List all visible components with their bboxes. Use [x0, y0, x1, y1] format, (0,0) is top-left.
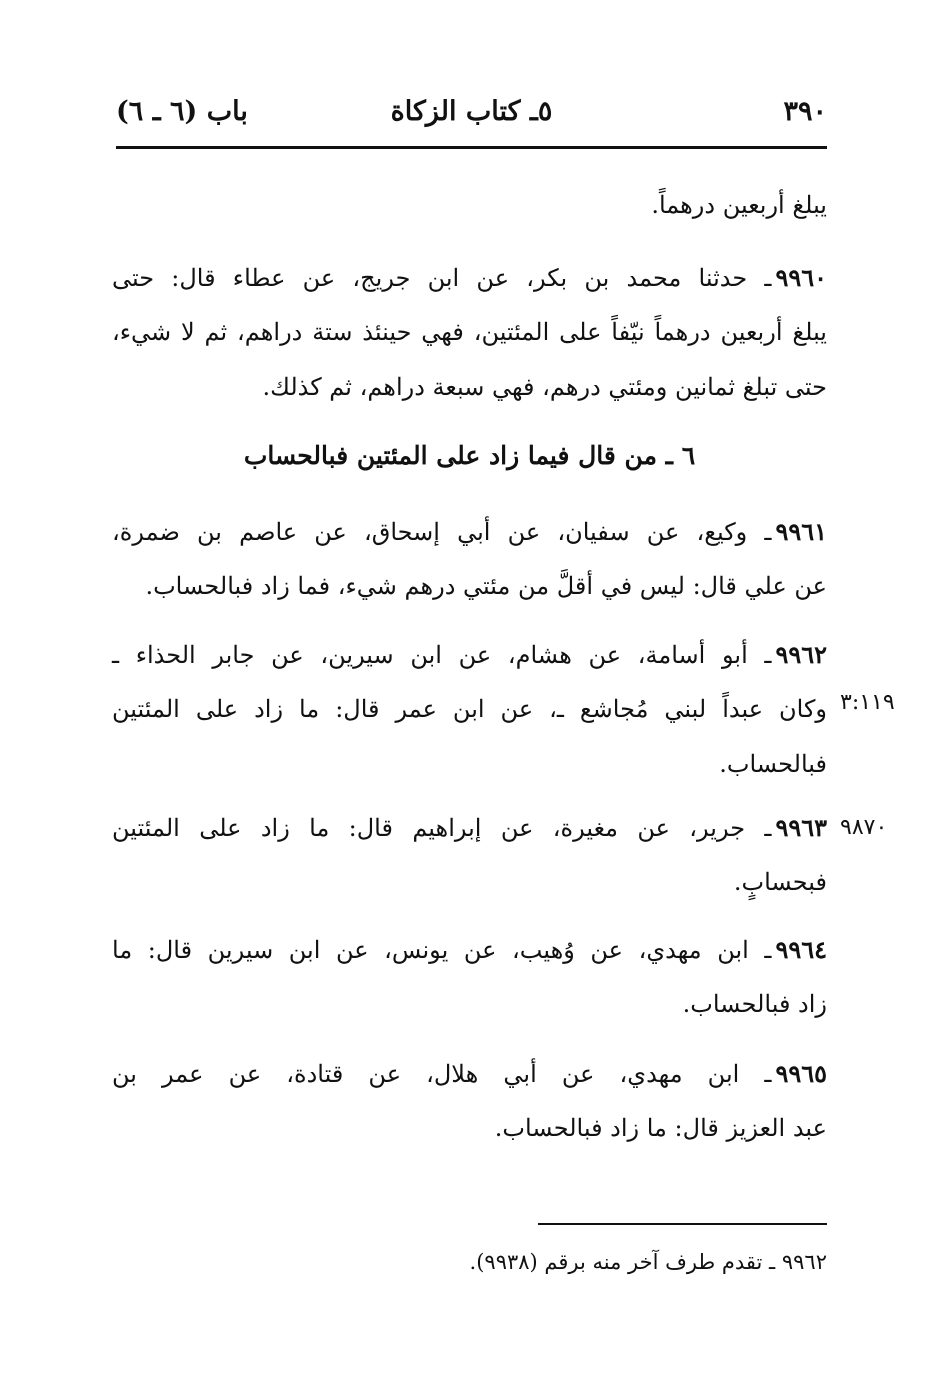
page-header — [116, 96, 827, 140]
text-line: فبحسابٍ. — [733, 868, 827, 896]
line-text: ـ ابن مهدي، عن وُهيب، عن يونس، عن ابن سيرين قال: ما — [112, 936, 772, 964]
hadith-9964 — [112, 922, 827, 1032]
hadith-number: ٩٩٦٠ — [775, 263, 827, 292]
book-title: ٥ـ كتاب الزكاة — [390, 96, 553, 127]
hadith-9960 — [112, 250, 827, 415]
chapter-heading: ٦ ـ من قال فيما زاد على المئتين فبالحساب — [243, 441, 696, 470]
text-line — [112, 922, 827, 977]
text-line: يبلغ أربعين درهماً. — [651, 191, 827, 219]
margin-reference: ٩٨٧٠ — [840, 815, 888, 840]
hadith-9965 — [112, 1046, 827, 1156]
line-text: ـ ابن مهدي، عن أبي هلال، عن قتادة، عن عمر بن — [112, 1060, 772, 1088]
hadith-9961 — [112, 504, 827, 614]
text-line — [112, 800, 827, 855]
chapter-reference: باب (٦ ـ ٦) — [116, 96, 248, 127]
text-line: عبد العزيز قال: ما زاد فبالحساب. — [494, 1114, 827, 1142]
line-text: ـ أبو أسامة، عن هشام، عن ابن سيرين، عن جابر الحذاء ـ — [112, 641, 772, 669]
hadith-number: ٩٩٦٤ — [775, 935, 827, 964]
text-line — [112, 1046, 827, 1101]
text-line: يبلغ أربعين درهماً نيّفاً على المئتين، فهي حينئذ ستة دراهم، ثم لا شيء، — [112, 318, 827, 346]
text-line: حتى تبلغ ثمانين ومئتي درهم، فهي سبعة دراهم، ثم كذلك. — [262, 373, 827, 401]
margin-reference: ٣:١١٩ — [840, 690, 895, 715]
page-number: ٣٩٠ — [783, 96, 827, 127]
hadith-number: ٩٩٦٣ — [775, 813, 827, 842]
text-line: وكان عبداً لبني مُجاشع ـ، عن ابن عمر قال: ما زاد على المئتين — [112, 695, 827, 723]
line-text: ـ حدثنا محمد بن بكر، عن ابن جريج، عن عطاء قال: حتى — [112, 264, 772, 292]
footnote-divider — [538, 1223, 827, 1225]
text-line: فبالحساب. — [719, 750, 827, 778]
line-text: ـ وكيع، عن سفيان، عن أبي إسحاق، عن عاصم بن ضمرة، — [112, 518, 772, 546]
line-text: ـ جرير، عن مغيرة، عن إبراهيم قال: ما زاد على المئتين — [112, 814, 772, 842]
hadith-number: ٩٩٦٥ — [775, 1059, 827, 1088]
header-divider — [116, 146, 827, 149]
footnote: ٩٩٦٢ ـ تقدم طرف آخر منه برقم (٩٩٣٨). — [469, 1250, 827, 1274]
hadith-number: ٩٩٦١ — [775, 517, 827, 546]
text-line: عن علي قال: ليس في أقلَّ من مئتي درهم شيء، فما زاد فبالحساب. — [145, 572, 827, 600]
text-line — [112, 250, 827, 305]
text-line — [112, 504, 827, 559]
intro-text — [112, 178, 827, 233]
text-line — [112, 627, 827, 682]
hadith-9963 — [112, 800, 827, 910]
hadith-9962 — [112, 627, 827, 792]
text-line: زاد فبالحساب. — [682, 990, 827, 1018]
hadith-number: ٩٩٦٢ — [775, 640, 827, 669]
